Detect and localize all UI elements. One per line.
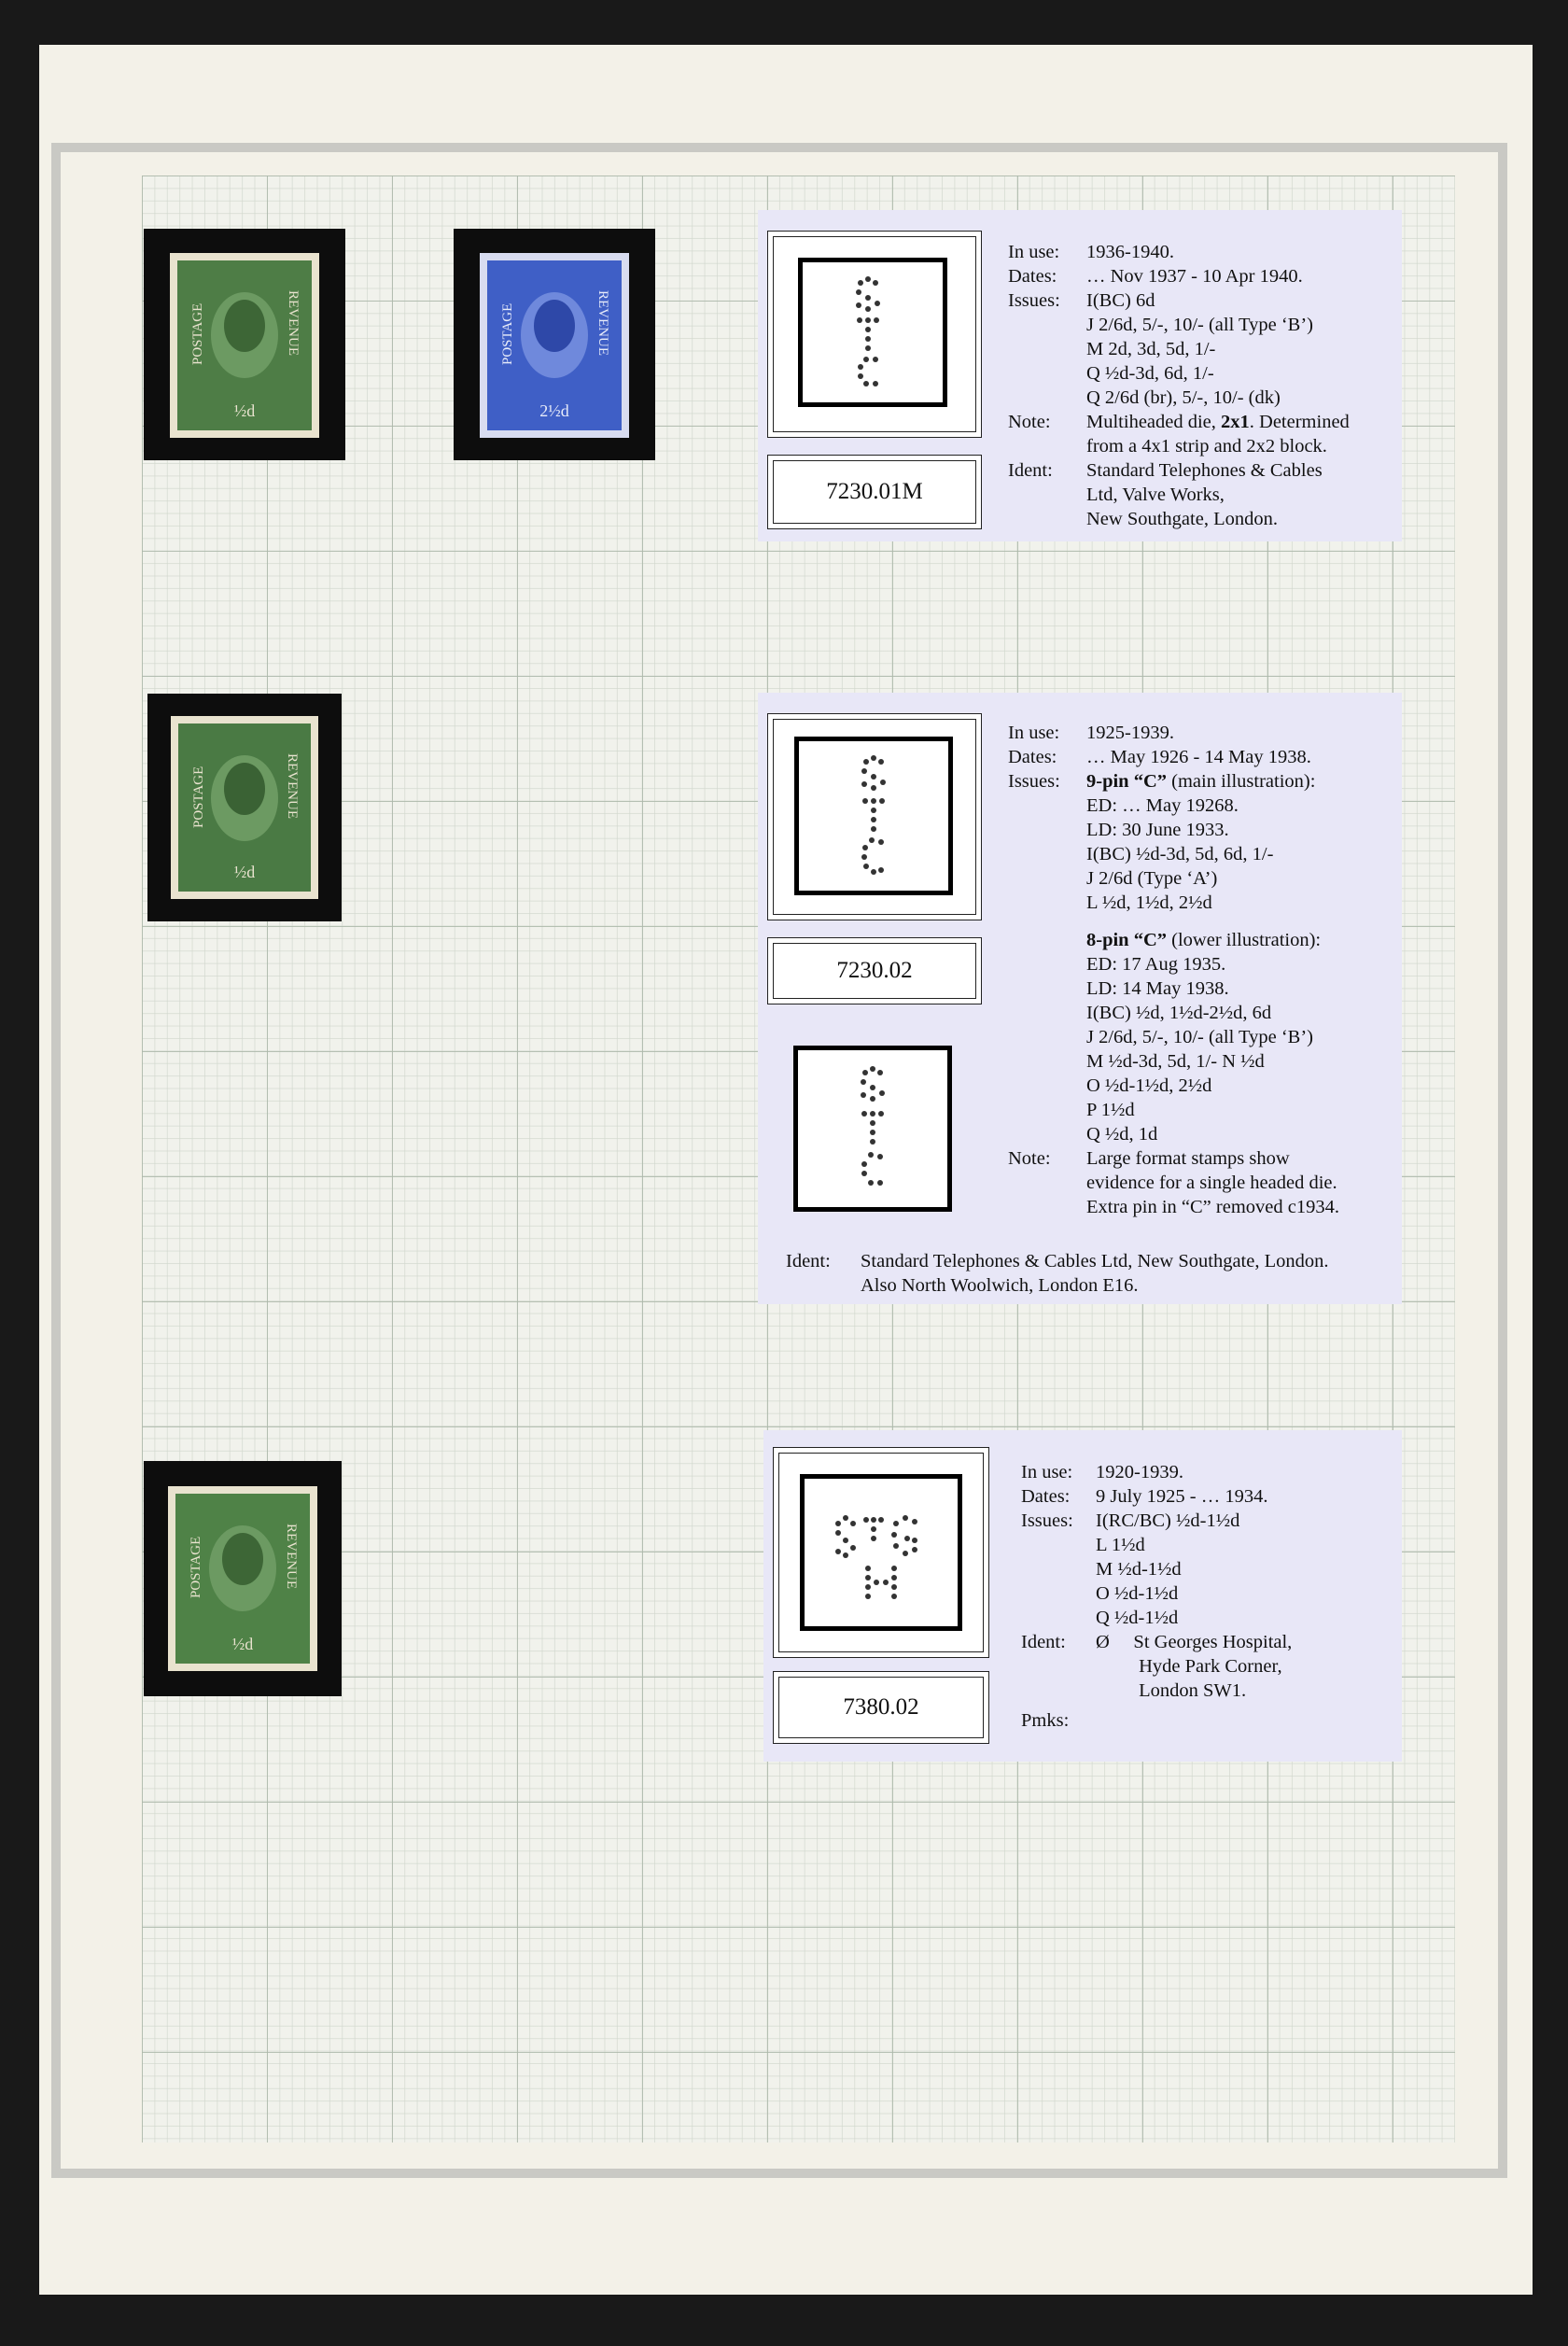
detail-value: LD: 14 May 1938. [1086, 978, 1229, 999]
perfin-illustration-9pin [794, 737, 953, 895]
detail-value: Large format stamps show [1086, 1148, 1290, 1169]
ident-line: Standard Telephones & Cables Ltd, New Southgate, London. [861, 1251, 1329, 1271]
detail-label [1021, 1654, 1096, 1679]
detail-label [1008, 891, 1086, 915]
detail-label [1008, 928, 1086, 952]
perfin-illustration-frame [767, 713, 982, 920]
detail-label: Dates: [1008, 266, 1057, 287]
entry-details [1021, 1460, 1292, 1733]
detail-label [1008, 952, 1086, 976]
detail-value: O ½d-1½d, 2½d [1086, 1075, 1212, 1096]
detail-label: Dates: [1021, 1486, 1071, 1507]
detail-row [1008, 952, 1339, 976]
detail-row [1008, 976, 1339, 1001]
detail-value: Hyde Park Corner, [1096, 1656, 1282, 1677]
detail-row [1008, 1171, 1339, 1195]
detail-row [1008, 721, 1339, 745]
detail-value: 8-pin “C” (lower illustration): [1086, 930, 1322, 950]
detail-label [1008, 483, 1086, 507]
catalogue-number-box [767, 937, 982, 1004]
stamp-2-top-text: POSTAGE [500, 302, 515, 365]
detail-label [1021, 1533, 1096, 1557]
detail-value: J 2/6d, 5/-, 10/- (all Type ‘B’) [1086, 315, 1314, 335]
stamp-4-mount [144, 1461, 342, 1696]
stamp-3-mount [147, 694, 342, 921]
detail-value: Q 2/6d (br), 5/-, 10/- (dk) [1086, 387, 1281, 408]
detail-value: Ø St Georges Hospital, [1096, 1632, 1293, 1652]
detail-value: P 1½d [1086, 1100, 1135, 1120]
detail-value: ED: 17 Aug 1935. [1086, 954, 1226, 975]
stamp-2-value: 2½d [539, 401, 569, 420]
detail-row [1021, 1630, 1292, 1654]
perfin-illustration-8pin [793, 1046, 952, 1212]
detail-row [1008, 866, 1339, 891]
detail-row [1008, 264, 1350, 288]
detail-row [1021, 1460, 1292, 1484]
catalogue-number-box [767, 455, 982, 529]
detail-label [1008, 842, 1086, 866]
detail-row [1008, 915, 1339, 928]
detail-label [1008, 1122, 1086, 1146]
detail-row [1021, 1708, 1292, 1733]
perfin-illustration [800, 1474, 962, 1631]
detail-row [1008, 313, 1350, 337]
detail-label [1021, 1606, 1096, 1630]
detail-value: M ½d-1½d [1096, 1559, 1182, 1580]
detail-value: Q ½d, 1d [1086, 1124, 1158, 1145]
detail-row [1008, 458, 1350, 483]
detail-row [1021, 1606, 1292, 1630]
stamp-2-side-text: REVENUE [595, 290, 610, 356]
stamp-1-top-text: POSTAGE [190, 302, 205, 365]
detail-value: LD: 30 June 1933. [1086, 820, 1229, 840]
detail-label [1008, 1195, 1086, 1219]
stamp-1-mount [144, 229, 345, 460]
detail-value: 1920-1939. [1096, 1462, 1183, 1482]
detail-label: Dates: [1008, 747, 1057, 767]
detail-label [1008, 1049, 1086, 1074]
perfin-pattern-e3 [805, 1479, 958, 1626]
detail-label [1008, 818, 1086, 842]
ident-line: Also North Woolwich, London E16. [861, 1275, 1139, 1296]
stamp-3-top-text: POSTAGE [191, 766, 206, 828]
entry-card-7230-01m [758, 210, 1402, 541]
stamp-1-image[interactable] [170, 253, 319, 438]
detail-label [1021, 1557, 1096, 1581]
perfin-pattern-e1 [803, 262, 943, 402]
detail-row [1008, 1195, 1339, 1219]
detail-value: 9-pin “C” (main illustration): [1086, 771, 1316, 792]
stamp-4-image[interactable] [168, 1486, 317, 1671]
detail-row [1008, 1146, 1339, 1171]
stamp-3-value: ½d [233, 863, 256, 881]
detail-row [1008, 928, 1339, 952]
detail-row [1008, 1001, 1339, 1025]
detail-label [1021, 1581, 1096, 1606]
detail-label [1008, 915, 1086, 928]
detail-label: Issues: [1008, 771, 1060, 792]
detail-label [1008, 1001, 1086, 1025]
catalogue-number: 7230.02 [773, 943, 976, 999]
detail-label [1008, 866, 1086, 891]
detail-label: In use: [1008, 723, 1060, 743]
detail-value: … May 1926 - 14 May 1938. [1086, 747, 1311, 767]
stamp-4-value: ½d [231, 1635, 254, 1653]
perfin-pattern-e2-upper [799, 741, 948, 891]
detail-row [1021, 1679, 1292, 1703]
detail-label: Pmks: [1021, 1710, 1070, 1731]
catalogue-number: 7380.02 [778, 1677, 984, 1738]
detail-label [1008, 434, 1086, 458]
detail-value: 1925-1939. [1086, 723, 1174, 743]
detail-row [1008, 410, 1350, 434]
detail-value: 1936-1940. [1086, 242, 1174, 262]
detail-row [1008, 1049, 1339, 1074]
perfin-illustration-frame [767, 231, 982, 438]
perfin-pattern-e2-lower [798, 1050, 947, 1207]
detail-label: Note: [1008, 1148, 1051, 1169]
detail-label: In use: [1008, 242, 1060, 262]
detail-label: Ident: [1008, 460, 1053, 481]
detail-label [1008, 386, 1086, 410]
detail-value: evidence for a single headed die. [1086, 1173, 1337, 1193]
entry-details [1008, 721, 1339, 1219]
detail-row [1021, 1557, 1292, 1581]
detail-value: I(BC) ½d, 1½d-2½d, 6d [1086, 1003, 1272, 1023]
detail-value: ED: … May 19268. [1086, 795, 1239, 816]
detail-row [1008, 891, 1339, 915]
detail-label [1021, 1679, 1096, 1703]
detail-row [1008, 434, 1350, 458]
detail-row [1008, 1122, 1339, 1146]
detail-row [1008, 745, 1339, 769]
detail-row [1008, 794, 1339, 818]
perfin-illustration-frame [773, 1447, 989, 1658]
detail-label: Issues: [1021, 1510, 1073, 1531]
detail-value: O ½d-1½d [1096, 1583, 1179, 1604]
detail-value: I(BC) ½d-3d, 5d, 6d, 1/- [1086, 844, 1274, 864]
detail-row [1008, 361, 1350, 386]
entry-card-7380-02 [763, 1430, 1402, 1762]
stamp-1-value: ½d [233, 401, 256, 420]
stamp-3-image[interactable] [171, 716, 318, 899]
detail-label [1008, 1098, 1086, 1122]
entry-ident [786, 1249, 1329, 1298]
detail-row [1021, 1654, 1292, 1679]
detail-row [1008, 842, 1339, 866]
detail-label [1008, 976, 1086, 1001]
stamp-3-side-text: REVENUE [285, 753, 300, 819]
detail-value: Q ½d-3d, 6d, 1/- [1086, 363, 1214, 384]
detail-row [1008, 483, 1350, 507]
detail-value: Ltd, Valve Works, [1086, 485, 1225, 505]
detail-row [1008, 337, 1350, 361]
detail-value: London SW1. [1096, 1680, 1247, 1701]
detail-row [1021, 1484, 1292, 1509]
entry-card-7230-02 [758, 693, 1402, 1304]
detail-value: from a 4x1 strip and 2x2 block. [1086, 436, 1327, 457]
detail-row [1021, 1581, 1292, 1606]
detail-value: J 2/6d, 5/-, 10/- (all Type ‘B’) [1086, 1027, 1314, 1047]
detail-value: I(RC/BC) ½d-1½d [1096, 1510, 1240, 1531]
detail-value: M ½d-3d, 5d, 1/- N ½d [1086, 1051, 1265, 1072]
detail-label [1008, 507, 1086, 531]
detail-label: Note: [1008, 412, 1051, 432]
detail-value: L 1½d [1096, 1535, 1145, 1555]
detail-label [1008, 313, 1086, 337]
detail-label [1008, 1025, 1086, 1049]
detail-value: I(BC) 6d [1086, 290, 1155, 311]
detail-row [1008, 1098, 1339, 1122]
stamp-1-side-text: REVENUE [286, 290, 301, 356]
catalogue-number: 7230.01M [773, 460, 976, 524]
detail-row [1008, 818, 1339, 842]
detail-value: Standard Telephones & Cables [1086, 460, 1323, 481]
stamp-2-mount [454, 229, 655, 460]
detail-label [1008, 794, 1086, 818]
detail-value: Extra pin in “C” removed c1934. [1086, 1197, 1339, 1217]
detail-value: 9 July 1925 - … 1934. [1096, 1486, 1268, 1507]
detail-value: New Southgate, London. [1086, 509, 1278, 529]
stamp-4-side-text: REVENUE [284, 1524, 299, 1589]
detail-label: Issues: [1008, 290, 1060, 311]
detail-value: … Nov 1937 - 10 Apr 1940. [1086, 266, 1303, 287]
detail-label [1008, 361, 1086, 386]
detail-value: J 2/6d (Type ‘A’) [1086, 868, 1218, 889]
detail-row [1008, 386, 1350, 410]
detail-value: Multiheaded die, 2x1. Determined [1086, 412, 1350, 432]
detail-row [1021, 1509, 1292, 1533]
detail-label: Ident: [1021, 1632, 1066, 1652]
detail-value: Q ½d-1½d [1096, 1608, 1179, 1628]
detail-row [1021, 1533, 1292, 1557]
detail-label: In use: [1021, 1462, 1073, 1482]
detail-row [1008, 240, 1350, 264]
entry-details [1008, 240, 1350, 531]
detail-value: M 2d, 3d, 5d, 1/- [1086, 339, 1216, 359]
ident-label: Ident: [786, 1251, 831, 1271]
detail-value: L ½d, 1½d, 2½d [1086, 892, 1212, 913]
detail-label [1008, 1074, 1086, 1098]
detail-row [1008, 507, 1350, 531]
detail-row [1008, 769, 1339, 794]
detail-row [1008, 288, 1350, 313]
perfin-illustration [798, 258, 947, 407]
catalogue-number-box [773, 1671, 989, 1744]
detail-row [1008, 1074, 1339, 1098]
detail-label [1008, 337, 1086, 361]
detail-row [1008, 1025, 1339, 1049]
stamp-2-image[interactable] [480, 253, 629, 438]
stamp-4-top-text: POSTAGE [189, 1536, 203, 1598]
detail-label [1008, 1171, 1086, 1195]
